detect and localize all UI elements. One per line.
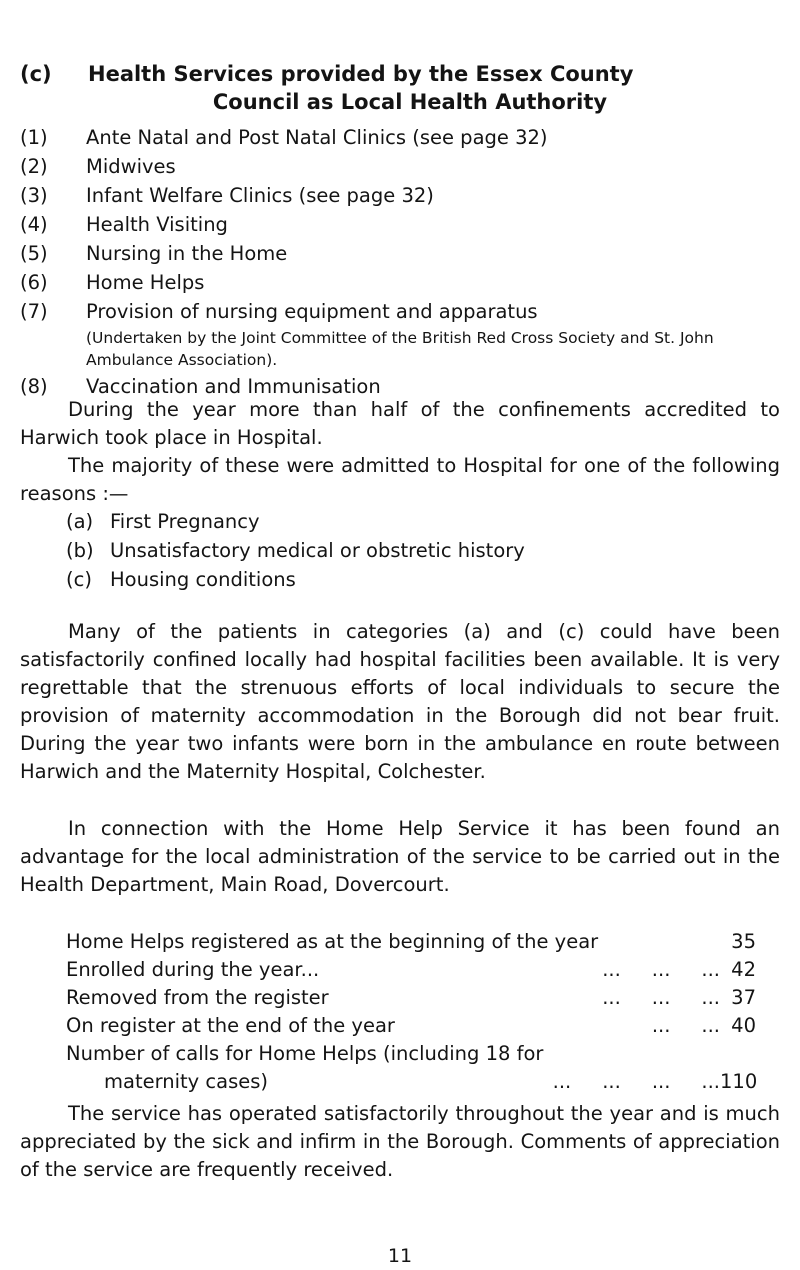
- list-item: (6) Home Helps: [20, 271, 205, 294]
- home-helps-stats: [66, 928, 756, 1096]
- heading-line-1: Health Services provided by the Essex County: [88, 62, 634, 86]
- paragraph-home-help: In connection with the Home Help Service it has been found an advantage for the local administration of the service to be carried out in the Health Department, Main Road, Dovercourt.: [20, 817, 780, 896]
- stat-row: Enrolled during the year... ... ... ... 42: [66, 958, 756, 981]
- stat-row: Number of calls for Home Helps (including 18 for: [66, 1042, 544, 1065]
- stat-row: Home Helps registered as at the beginning of the year 35: [66, 930, 756, 953]
- list-item: (8) Vaccination and Immunisation: [20, 375, 381, 398]
- list-item: (2) Midwives: [20, 155, 176, 178]
- list-item: (5) Nursing in the Home: [20, 242, 288, 265]
- services-list: [20, 124, 790, 402]
- paragraph-reasons-intro: The majority of these were admitted to Hospital for one of the following reasons :—: [20, 454, 780, 505]
- service-note: (Undertaken by the Joint Committee of the British Red Cross Society and St. John Ambulance Association).: [86, 329, 714, 369]
- list-item: (3) Infant Welfare Clinics (see page 32): [20, 184, 434, 207]
- stat-row: On register at the end of the year ... ... 40: [66, 1014, 756, 1037]
- list-item: (b) Unsatisfactory medical or obstretic history: [66, 539, 525, 562]
- section-heading: [20, 60, 790, 116]
- list-item: (4) Health Visiting: [20, 213, 228, 236]
- list-item: (7) Provision of nursing equipment and apparatus: [20, 300, 538, 323]
- paragraph-service-appreciation: The service has operated satisfactorily throughout the year and is much appreciated by the sick and infirm in the Borough. Comments of appreciation of the service are frequently received.: [20, 1102, 780, 1181]
- stat-row: Removed from the register ... ... ... 37: [66, 986, 756, 1009]
- section-label: (c): [20, 62, 52, 86]
- reasons-list: [66, 508, 525, 595]
- list-item: (c) Housing conditions: [66, 568, 296, 591]
- paragraph-confinements: During the year more than half of the confinements accredited to Harwich took place in Hospital.: [20, 398, 780, 449]
- heading-line-2: Council as Local Health Authority: [212, 90, 608, 114]
- page-number: 11: [387, 1245, 413, 1267]
- paragraph-patients: Many of the patients in categories (a) and (c) could have been satisfactorily confined locally had hospital facilities been available. It is very regrettable that the strenuous efforts of local individuals to secure the provision of maternity accommodation in the Borough did not bear fruit. During the year two infants were born in the ambulance en route between Harwich and the Maternity Hospital, Colchester.: [20, 620, 780, 783]
- stat-row: maternity cases) ... ... ... ... 110: [104, 1070, 758, 1093]
- list-item: (1) Ante Natal and Post Natal Clinics (see page 32): [20, 126, 548, 149]
- list-item: (a) First Pregnancy: [66, 510, 260, 533]
